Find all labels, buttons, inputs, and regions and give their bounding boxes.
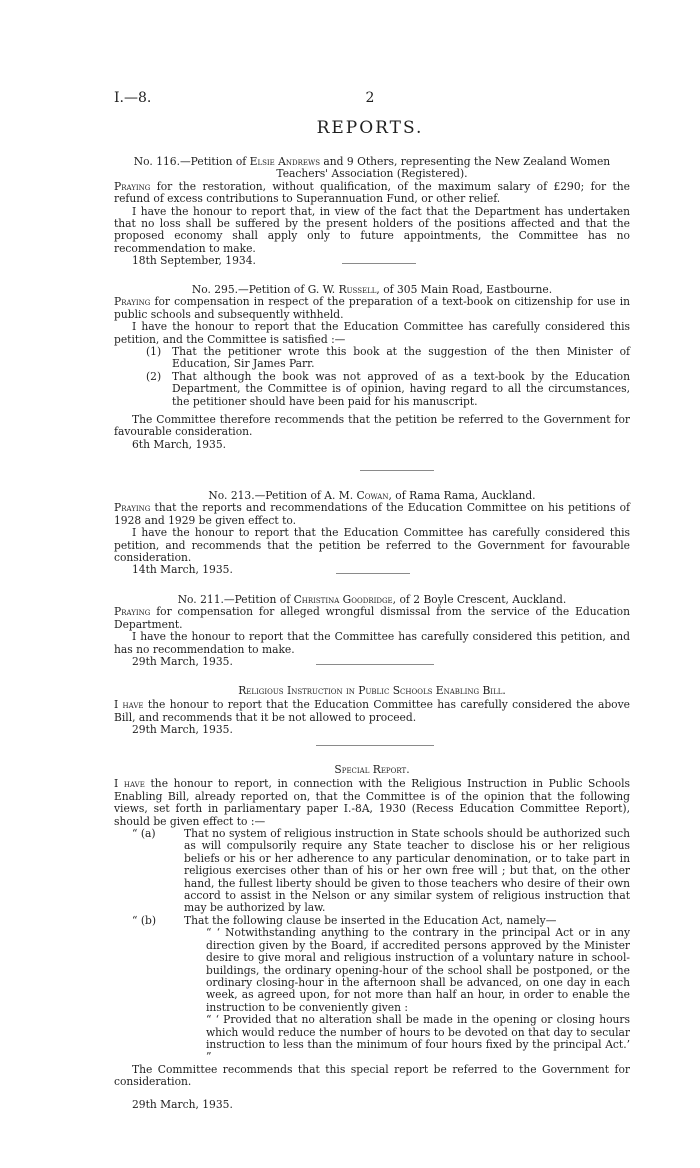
report-date: 14th March, 1935. [132, 563, 233, 577]
report-date: 18th September, 1934. [132, 254, 256, 268]
report-paragraph: I have the honour to report that the Education Committee has carefully considered this petition, and recommends that the petition be referred to the Government for favourable consideration. [114, 526, 630, 565]
praying-paragraph: Praying for the restoration, without qualification, of the maximum salary of £290; for the refund of excess contributions to Superannuation Fund, or other relief. [114, 179, 630, 206]
section-divider [342, 263, 416, 264]
report-paragraph: I have the honour to report that the Education Committee has carefully considered this petition, and the Committee is satisfied :— [114, 320, 630, 346]
finding-item: (1) That the petitioner wrote this book at the suggestion of the then Minister of Education, Sir James Parr. [146, 345, 630, 371]
report-date: 29th March, 1935. [132, 1097, 233, 1111]
report-date: 29th March, 1935. [132, 655, 233, 669]
document-reference: I.—8. [114, 90, 152, 106]
view-item-b: “ (b) That the following clause be inserted in the Education Act, namely— [132, 913, 557, 927]
report-paragraph: I have the honour to report that, in view of the fact that the Department has undertaken that no loss shall be suffered by the present holders of the positions affected and that the proposed economy shall apply only to future appointments, the Committee has no recommendation to make. [114, 204, 630, 255]
praying-paragraph: Praying for compensation in respect of the preparation of a text-book on citizenship for use in public schools and subsequently withheld. [114, 295, 630, 321]
petition-heading: No. 211.—Petition of Christina Goodridge, of 2 Boyle Crescent, Auckland. [177, 593, 567, 606]
petition-heading: No. 116.—Petition of Elsie Andrews and 9 Others, representing the New Zealand Women Teachers' Association (Registered). [133, 155, 611, 181]
petitioner-name: Cowan [356, 489, 389, 502]
section-divider [336, 573, 410, 574]
petitioner-name: Christina Goodridge [293, 593, 393, 606]
praying-paragraph: Praying that the reports and recommendations of the Education Committee on his petitions of 1928 and 1929 be given effect to. [114, 501, 630, 527]
petition-heading: No. 213.—Petition of A. M. Cowan, of Rama Rama, Auckland. [208, 489, 536, 502]
special-report-intro: I have the honour to report, in connection with the Religious Instruction in Public Schools Enabling Bill, already reported on, that the Committee is of the opinion that the following views, set forth in parliamentary paper I.-8A, 1930 (Recess Education Committee Report), should be given effect to :— [114, 777, 630, 828]
bill-heading: Religious Instruction in Public Schools Enabling Bill. [238, 684, 506, 697]
petitioner-name: Elsie Andrews [249, 155, 321, 168]
petition-295 [114, 284, 630, 451]
page-number: 2 [365, 90, 375, 106]
section-divider [316, 745, 434, 746]
view-item-a: “ (a) That no system of religious instruction in State schools should be authorized such as will compulsorily require any State teacher to disclose his or her religious beliefs or his or her adherence to any particular denomination, or to take part in religious exercises other than of his or her own free will ; but that, on the other hand, the fullest liberty should be given to those teachers who desire of their own accord to assist in the Nelson or any similar system of religious instruction that may be authorized by law. [132, 827, 630, 915]
report-date: 29th March, 1935. [132, 723, 233, 737]
petition-heading: No. 295.—Petition of G. W. Russell, of 305 Main Road, Eastbourne. [191, 283, 553, 296]
proposed-proviso: “ ‘ Provided that no alteration shall be made in the opening or closing hours which would reduce the number of hours to be devoted on that day to secular instruction to less than the minimum of four hours fixed by the principal Act.’ ” [206, 1013, 630, 1064]
petitioner-name: Russell [338, 283, 377, 296]
report-paragraph: I have the honour to report that the Education Committee has carefully considered the above Bill, and recommends that it be not allowed to proceed. [114, 698, 630, 724]
report-date: 6th March, 1935. [132, 437, 227, 451]
finding-item: (2) That although the book was not approved of as a text-book by the Education Department, the Committee is of opinion, having regard to all the circumstances, the petitioner should have been paid for his manuscript. [146, 369, 630, 408]
page-title: REPORTS. [316, 118, 424, 138]
petition-213 [114, 490, 630, 577]
special-report-heading: Special Report. [334, 763, 410, 776]
recommendation-paragraph: The Committee recommends that this special report be referred to the Government for consideration. [114, 1062, 630, 1089]
report-paragraph: I have the honour to report that the Committee has carefully considered this petition, and has no recommendation to make. [114, 630, 630, 656]
petition-211 [114, 594, 630, 668]
proposed-clause: “ ‘ Notwithstanding anything to the contrary in the principal Act or in any direction given by the Board, if accredited persons approved by the Minister desire to give moral and religious instruction of a voluntary nature in school-buildings, the ordinary opening-hour of the school shall be postponed, or the ordinary closing-hour in the afternoon shall be advanced, on one day in each week, as agreed upon, for not more than half an hour, in order to enable the instruction to be conveniently given : [206, 926, 630, 1014]
bill-report [114, 685, 630, 737]
praying-paragraph: Praying for compensation for alleged wrongful dismissal from the service of the Education Department. [114, 605, 630, 631]
petition-116 [114, 156, 630, 268]
recommendation-paragraph: The Committee therefore recommends that the petition be referred to the Government for favourable consideration. [114, 413, 630, 439]
section-divider [316, 664, 434, 665]
special-report [114, 764, 630, 1111]
section-divider [360, 470, 434, 471]
